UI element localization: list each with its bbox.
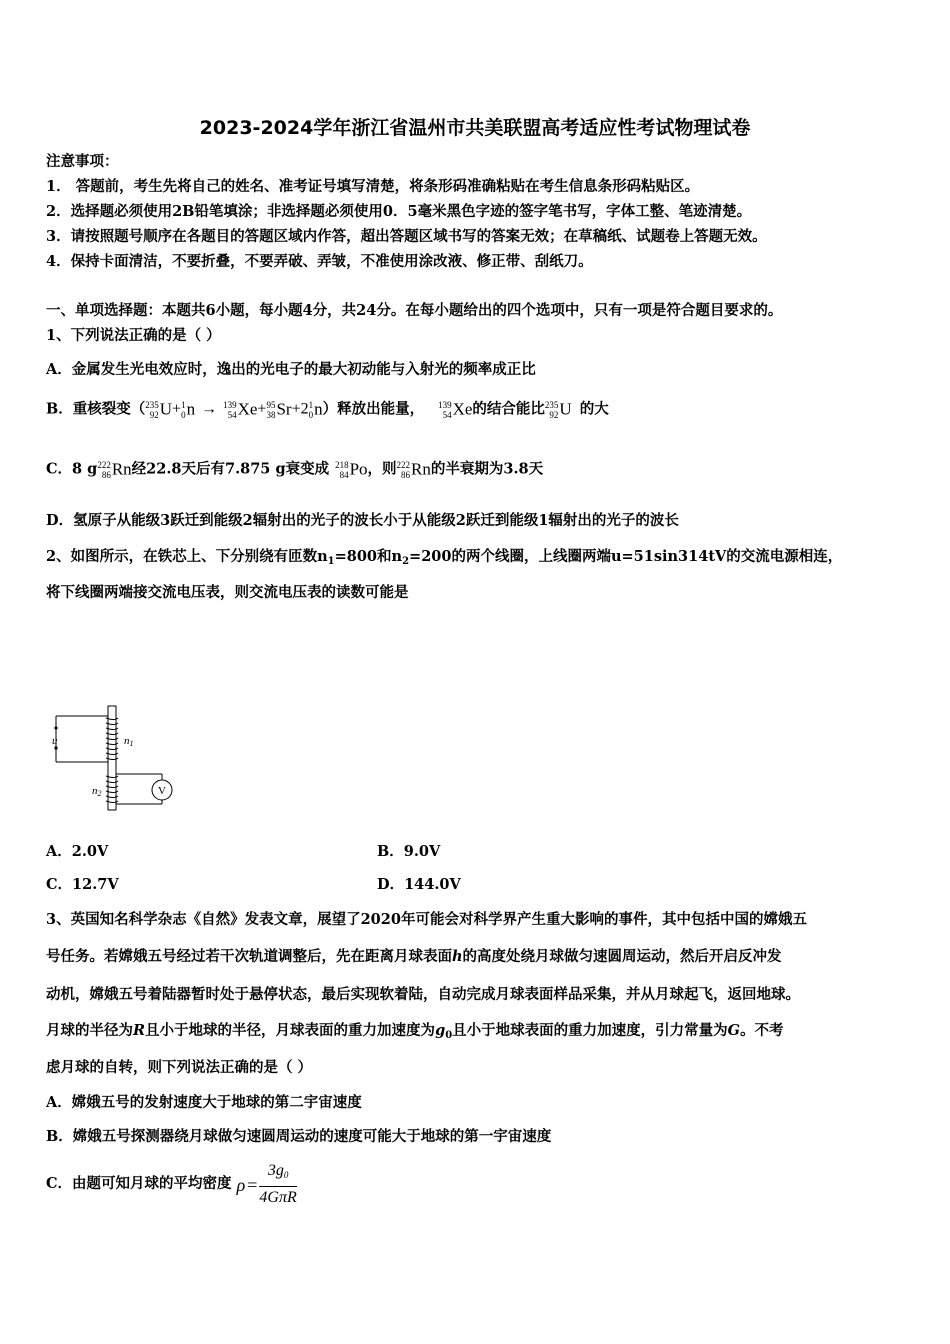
density-formula bbox=[237, 1160, 297, 1208]
nuclide-neutron bbox=[181, 396, 195, 423]
q2-option-c: C．12.7V bbox=[46, 876, 119, 893]
nuclide-u235-b bbox=[545, 396, 572, 423]
notice-item-3: 3．请按照题号顺序在各题目的答题区域内作答，超出答题区域书写的答案无效；在草稿纸、试题卷上答题无效。 bbox=[46, 228, 767, 245]
arrow: → bbox=[201, 400, 218, 418]
atomic-number: 0 bbox=[308, 409, 314, 420]
q1-c-mid1: 经22.8天后有7.875 g衰变成 bbox=[131, 460, 330, 478]
element-symbol: Po bbox=[349, 459, 368, 479]
mass-number: 1 bbox=[181, 399, 186, 410]
q3-option-a: A．嫦娥五号的发射速度大于地球的第二宇宙速度 bbox=[46, 1094, 362, 1111]
iron-core bbox=[108, 706, 116, 810]
atomic-number: 92 bbox=[149, 409, 159, 420]
nuclide-rn222 bbox=[97, 456, 131, 483]
plus-sign: + bbox=[172, 400, 182, 418]
fraction-numerator: 3g bbox=[267, 1162, 284, 1180]
q1-c-mid2: ，则 bbox=[367, 460, 397, 478]
element-symbol: n bbox=[186, 399, 196, 419]
q2-stem-part: =200的两个线圈，上线圈两端u=51sin314tV的交流电源相连， bbox=[409, 548, 843, 565]
mass-number: 222 bbox=[396, 459, 411, 470]
element-symbol: Rn bbox=[411, 459, 431, 479]
mass-number: 235 bbox=[544, 399, 559, 410]
element-symbol: U bbox=[159, 399, 173, 419]
q1-b-prefix: B．重核裂变（ bbox=[46, 400, 146, 418]
subscript: 1 bbox=[327, 556, 335, 567]
mass-number: 235 bbox=[145, 399, 159, 410]
q3-line-4 bbox=[46, 1021, 784, 1046]
mass-number: 139 bbox=[438, 399, 452, 410]
terminal-dot bbox=[54, 726, 57, 729]
q3-line-5: 虑月球的自转，则下列说法正确的是（ ） bbox=[46, 1059, 313, 1076]
nuclide-sr95 bbox=[266, 396, 291, 423]
element-symbol: U bbox=[559, 399, 572, 419]
q2-stem-part: =800和n bbox=[334, 548, 403, 565]
q3-text: 且小于地球表面的重力加速度，引力常量为 bbox=[452, 1022, 728, 1039]
atomic-number: 54 bbox=[227, 409, 237, 420]
q2-stem-line1 bbox=[46, 547, 842, 572]
q1-c-prefix: C．8 g bbox=[46, 460, 98, 478]
q3-text: 号任务。若嫦娥五号经过若干次轨道调整后，先在距离月球表面 bbox=[46, 948, 452, 965]
q1-option-c bbox=[46, 456, 543, 483]
transformer-diagram bbox=[50, 700, 185, 812]
element-symbol: Rn bbox=[111, 459, 132, 479]
nuclide-po218 bbox=[335, 456, 367, 483]
q1-b-mid2: 的结合能比 bbox=[472, 400, 545, 418]
var-g-const: G bbox=[727, 1022, 741, 1039]
var-g: g bbox=[435, 1022, 446, 1039]
mass-number: 218 bbox=[335, 459, 349, 470]
atomic-number: 0 bbox=[181, 409, 186, 420]
nuclide-neutron-2 bbox=[309, 396, 323, 423]
atomic-number: 54 bbox=[442, 409, 452, 420]
var-h: h bbox=[452, 948, 463, 965]
n1-label: n1 bbox=[124, 735, 134, 748]
q2-stem-part: 2、如图所示，在铁芯上、下分别绕有匝数n bbox=[46, 548, 328, 565]
q1-b-mid: ）释放出能量， bbox=[322, 400, 425, 418]
q1-option-b bbox=[46, 396, 609, 423]
nuclide-u235 bbox=[145, 396, 172, 423]
q3-option-c bbox=[46, 1160, 297, 1208]
atomic-number: 38 bbox=[266, 409, 276, 420]
q3-text: 且小于地球的半径，月球表面的重力加速度为 bbox=[145, 1022, 436, 1039]
q1-stem: 1、下列说法正确的是（ ） bbox=[46, 327, 221, 344]
mass-number: 1 bbox=[308, 399, 314, 410]
voltmeter-label: V bbox=[158, 785, 166, 797]
atomic-number: 86 bbox=[101, 469, 111, 480]
subscript: 0 bbox=[283, 1170, 289, 1181]
q3-line-3: 动机，嫦娥五号着陆器暂时处于悬停状态，最后实现软着陆，自动完成月球表面样品采集，并从月球起飞，返回地球。 bbox=[46, 986, 800, 1003]
q1-option-a: A．金属发生光电效应时，逸出的光电子的最大初动能与入射光的频率成正比 bbox=[46, 361, 536, 378]
notice-item-2: 2．选择题必须使用2B铅笔填涂；非选择题必须使用0．5毫米黑色字迹的签字笔书写，字体工整、笔迹清楚。 bbox=[46, 203, 752, 220]
q3-line-1: 3、英国知名科学杂志《自然》发表文章，展望了2020年可能会对科学界产生重大影响的事件，其中包括中国的嫦娥五 bbox=[46, 911, 807, 928]
nuclide-xe139-b bbox=[438, 396, 472, 423]
q1-option-d: D．氢原子从能级3跃迁到能级2辐射出的光子的波长小于从能级2跃迁到能级1辐射出的光子的波长 bbox=[46, 512, 679, 529]
notice-heading: 注意事项： bbox=[46, 153, 119, 170]
q3-option-b: B．嫦娥五号探测器绕月球做匀速圆周运动的速度可能大于地球的第一宇宙速度 bbox=[46, 1128, 552, 1145]
q3-text: 月球的半径为 bbox=[46, 1022, 133, 1039]
rho-symbol: ρ bbox=[236, 1174, 246, 1195]
nuclide-rn222-b bbox=[397, 456, 431, 483]
q3-text: 。不考 bbox=[740, 1022, 784, 1039]
page-title: 2023-2024学年浙江省温州市共美联盟高考适应性考试物理试卷 bbox=[199, 117, 751, 139]
subscript: 0 bbox=[445, 1030, 453, 1041]
notice-item-4: 4．保持卡面清洁，不要折叠，不要弄破、弄皱，不准使用涂改液、修正带、刮纸刀。 bbox=[46, 253, 593, 270]
element-symbol: Sr bbox=[276, 399, 292, 419]
q2-option-a: A．2.0V bbox=[46, 843, 109, 860]
atomic-number: 92 bbox=[549, 409, 559, 420]
nuclide-xe139 bbox=[223, 396, 257, 423]
element-symbol: n bbox=[314, 399, 323, 419]
section-heading: 一、单项选择题：本题共6小题，每小题4分，共24分。在每小题给出的四个选项中，只有一项是符合题目要求的。 bbox=[46, 302, 783, 319]
subscript: 2 bbox=[402, 556, 410, 567]
plus-sign: + bbox=[257, 400, 267, 418]
equals-sign: = bbox=[247, 1174, 258, 1195]
mass-number: 222 bbox=[97, 459, 111, 470]
q2-stem-line2: 将下线圈两端接交流电压表，则交流电压表的读数可能是 bbox=[46, 584, 409, 601]
q2-option-d: D．144.0V bbox=[377, 876, 461, 893]
q1-b-end: 的大 bbox=[579, 400, 609, 418]
mass-number: 139 bbox=[223, 399, 237, 410]
coefficient: +2 bbox=[291, 400, 309, 418]
q1-c-end: 的半衰期为3.8天 bbox=[430, 460, 544, 478]
notice-item-1: 1． 答题前，考生先将自己的姓名、准考证号填写清楚，将条形码准确粘贴在考生信息条形码粘贴区。 bbox=[46, 178, 700, 195]
mass-number: 95 bbox=[266, 399, 276, 410]
element-symbol: Xe bbox=[452, 399, 473, 419]
atomic-number: 86 bbox=[401, 469, 411, 480]
fraction-denominator: 4GπR bbox=[259, 1189, 297, 1207]
atomic-number: 84 bbox=[339, 469, 349, 480]
q2-option-b: B．9.0V bbox=[377, 843, 441, 860]
n2-label: n2 bbox=[92, 785, 102, 798]
q3-line-2 bbox=[46, 947, 782, 967]
q3-text: 的高度处绕月球做匀速圆周运动，然后开启反冲发 bbox=[462, 948, 782, 965]
var-r: R bbox=[133, 1022, 146, 1039]
q3-c-prefix: C．由题可知月球的平均密度 bbox=[46, 1174, 232, 1192]
source-label: u bbox=[52, 735, 58, 747]
element-symbol: Xe bbox=[237, 399, 258, 419]
